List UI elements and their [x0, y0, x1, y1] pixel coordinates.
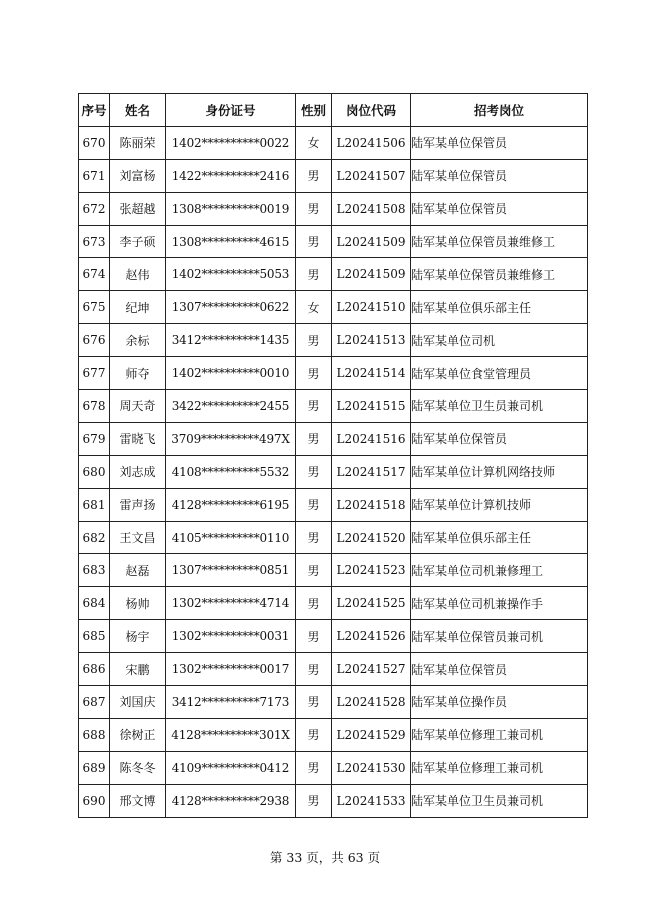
cell-position: 陆军某单位保管员	[411, 159, 588, 192]
header-id-number: 身份证号	[166, 94, 296, 127]
cell-position-code: L20241513	[332, 324, 411, 357]
cell-id-number: 4128**********2938	[166, 784, 296, 817]
cell-position-code: L20241530	[332, 751, 411, 784]
cell-id-number: 1307**********0851	[166, 554, 296, 587]
cell-no: 674	[79, 258, 110, 291]
cell-gender: 女	[296, 291, 332, 324]
cell-position-code: L20241507	[332, 159, 411, 192]
table-row	[79, 620, 588, 653]
cell-id-number: 4128**********6195	[166, 488, 296, 521]
cell-name: 杨宇	[110, 620, 166, 653]
table-row	[79, 521, 588, 554]
cell-position-code: L20241514	[332, 357, 411, 390]
cell-position: 陆军某单位司机兼修理工	[411, 554, 588, 587]
cell-position-code: L20241517	[332, 455, 411, 488]
cell-no: 686	[79, 653, 110, 686]
cell-no: 690	[79, 784, 110, 817]
cell-gender: 男	[296, 225, 332, 258]
cell-no: 685	[79, 620, 110, 653]
cell-id-number: 4109**********0412	[166, 751, 296, 784]
header-no: 序号	[79, 94, 110, 127]
table-header	[79, 94, 588, 127]
cell-position: 陆军某单位司机	[411, 324, 588, 357]
cell-no: 683	[79, 554, 110, 587]
cell-name: 李子硕	[110, 225, 166, 258]
cell-id-number: 3412**********7173	[166, 686, 296, 719]
cell-name: 宋鹏	[110, 653, 166, 686]
cell-position: 陆军某单位卫生员兼司机	[411, 390, 588, 423]
cell-no: 676	[79, 324, 110, 357]
table-row	[79, 159, 588, 192]
cell-id-number: 3412**********1435	[166, 324, 296, 357]
cell-position: 陆军某单位保管员	[411, 126, 588, 159]
cell-no: 670	[79, 126, 110, 159]
cell-no: 680	[79, 455, 110, 488]
cell-position-code: L20241529	[332, 718, 411, 751]
header-position-code: 岗位代码	[332, 94, 411, 127]
cell-position-code: L20241510	[332, 291, 411, 324]
cell-id-number: 3709**********497X	[166, 422, 296, 455]
cell-gender: 男	[296, 422, 332, 455]
cell-name: 徐树正	[110, 718, 166, 751]
cell-no: 673	[79, 225, 110, 258]
table-row	[79, 126, 588, 159]
cell-name: 杨帅	[110, 587, 166, 620]
cell-position: 陆军某单位俱乐部主任	[411, 521, 588, 554]
cell-name: 陈冬冬	[110, 751, 166, 784]
cell-no: 687	[79, 686, 110, 719]
table-row	[79, 455, 588, 488]
cell-position-code: L20241526	[332, 620, 411, 653]
table-row	[79, 324, 588, 357]
table-row	[79, 357, 588, 390]
page-footer: 第 33 页，共 63 页	[269, 850, 381, 865]
cell-gender: 男	[296, 686, 332, 719]
cell-gender: 男	[296, 718, 332, 751]
cell-id-number: 1308**********0019	[166, 192, 296, 225]
header-row	[79, 94, 588, 127]
cell-gender: 男	[296, 653, 332, 686]
table-row	[79, 554, 588, 587]
cell-gender: 男	[296, 192, 332, 225]
cell-name: 雷声扬	[110, 488, 166, 521]
table-row	[79, 784, 588, 817]
cell-position-code: L20241509	[332, 225, 411, 258]
cell-position: 陆军某单位司机兼操作手	[411, 587, 588, 620]
cell-no: 688	[79, 718, 110, 751]
cell-name: 刘国庆	[110, 686, 166, 719]
cell-name: 雷晓飞	[110, 422, 166, 455]
cell-id-number: 1422**********2416	[166, 159, 296, 192]
cell-gender: 男	[296, 324, 332, 357]
cell-gender: 男	[296, 357, 332, 390]
cell-name: 赵伟	[110, 258, 166, 291]
table-row	[79, 751, 588, 784]
cell-position: 陆军某单位卫生员兼司机	[411, 784, 588, 817]
cell-id-number: 4105**********0110	[166, 521, 296, 554]
cell-no: 678	[79, 390, 110, 423]
table-body	[79, 126, 588, 817]
cell-name: 邢文博	[110, 784, 166, 817]
cell-id-number: 1402**********0010	[166, 357, 296, 390]
cell-id-number: 3422**********2455	[166, 390, 296, 423]
cell-name: 纪坤	[110, 291, 166, 324]
cell-gender: 男	[296, 390, 332, 423]
cell-position: 陆军某单位保管员兼维修工	[411, 225, 588, 258]
cell-no: 679	[79, 422, 110, 455]
cell-gender: 男	[296, 521, 332, 554]
cell-position-code: L20241533	[332, 784, 411, 817]
cell-position: 陆军某单位保管员	[411, 192, 588, 225]
cell-no: 684	[79, 587, 110, 620]
cell-gender: 男	[296, 554, 332, 587]
cell-name: 刘富杨	[110, 159, 166, 192]
cell-no: 681	[79, 488, 110, 521]
cell-gender: 男	[296, 455, 332, 488]
cell-position-code: L20241518	[332, 488, 411, 521]
cell-position-code: L20241506	[332, 126, 411, 159]
cell-position: 陆军某单位修理工兼司机	[411, 751, 588, 784]
cell-no: 672	[79, 192, 110, 225]
cell-position-code: L20241509	[332, 258, 411, 291]
cell-no: 677	[79, 357, 110, 390]
table-row	[79, 422, 588, 455]
cell-id-number: 4128**********301X	[166, 718, 296, 751]
cell-position: 陆军某单位保管员	[411, 653, 588, 686]
cell-position: 陆军某单位保管员兼维修工	[411, 258, 588, 291]
table-row	[79, 225, 588, 258]
cell-position-code: L20241527	[332, 653, 411, 686]
table-row	[79, 258, 588, 291]
cell-position-code: L20241516	[332, 422, 411, 455]
cell-gender: 男	[296, 488, 332, 521]
cell-id-number: 1307**********0622	[166, 291, 296, 324]
cell-position-code: L20241528	[332, 686, 411, 719]
cell-name: 陈丽荣	[110, 126, 166, 159]
cell-id-number: 1308**********4615	[166, 225, 296, 258]
cell-id-number: 1302**********0031	[166, 620, 296, 653]
cell-name: 刘志成	[110, 455, 166, 488]
cell-no: 689	[79, 751, 110, 784]
cell-gender: 男	[296, 258, 332, 291]
cell-position: 陆军某单位俱乐部主任	[411, 291, 588, 324]
table-row	[79, 488, 588, 521]
cell-gender: 男	[296, 159, 332, 192]
cell-position: 陆军某单位修理工兼司机	[411, 718, 588, 751]
cell-name: 王文昌	[110, 521, 166, 554]
cell-gender: 男	[296, 620, 332, 653]
table-row	[79, 390, 588, 423]
header-name: 姓名	[110, 94, 166, 127]
roster-table	[78, 93, 588, 818]
cell-gender: 男	[296, 751, 332, 784]
cell-position: 陆军某单位计算机网络技师	[411, 455, 588, 488]
table-row	[79, 653, 588, 686]
cell-id-number: 4108**********5532	[166, 455, 296, 488]
cell-name: 张超越	[110, 192, 166, 225]
cell-name: 周天奇	[110, 390, 166, 423]
header-gender: 性别	[296, 94, 332, 127]
cell-no: 675	[79, 291, 110, 324]
cell-id-number: 1302**********0017	[166, 653, 296, 686]
cell-name: 赵磊	[110, 554, 166, 587]
cell-id-number: 1402**********5053	[166, 258, 296, 291]
cell-position-code: L20241523	[332, 554, 411, 587]
cell-no: 671	[79, 159, 110, 192]
cell-position: 陆军某单位保管员兼司机	[411, 620, 588, 653]
cell-gender: 男	[296, 784, 332, 817]
cell-no: 682	[79, 521, 110, 554]
header-position: 招考岗位	[411, 94, 588, 127]
cell-name: 余标	[110, 324, 166, 357]
cell-position: 陆军某单位计算机技师	[411, 488, 588, 521]
cell-id-number: 1402**********0022	[166, 126, 296, 159]
table-row	[79, 192, 588, 225]
cell-name: 师夺	[110, 357, 166, 390]
cell-id-number: 1302**********4714	[166, 587, 296, 620]
table-row	[79, 291, 588, 324]
cell-position-code: L20241525	[332, 587, 411, 620]
cell-position: 陆军某单位食堂管理员	[411, 357, 588, 390]
cell-position-code: L20241520	[332, 521, 411, 554]
cell-gender: 男	[296, 587, 332, 620]
cell-position-code: L20241508	[332, 192, 411, 225]
table-row	[79, 587, 588, 620]
cell-position: 陆军某单位保管员	[411, 422, 588, 455]
cell-position-code: L20241515	[332, 390, 411, 423]
table-row	[79, 718, 588, 751]
table-row	[79, 686, 588, 719]
cell-gender: 女	[296, 126, 332, 159]
cell-position: 陆军某单位操作员	[411, 686, 588, 719]
